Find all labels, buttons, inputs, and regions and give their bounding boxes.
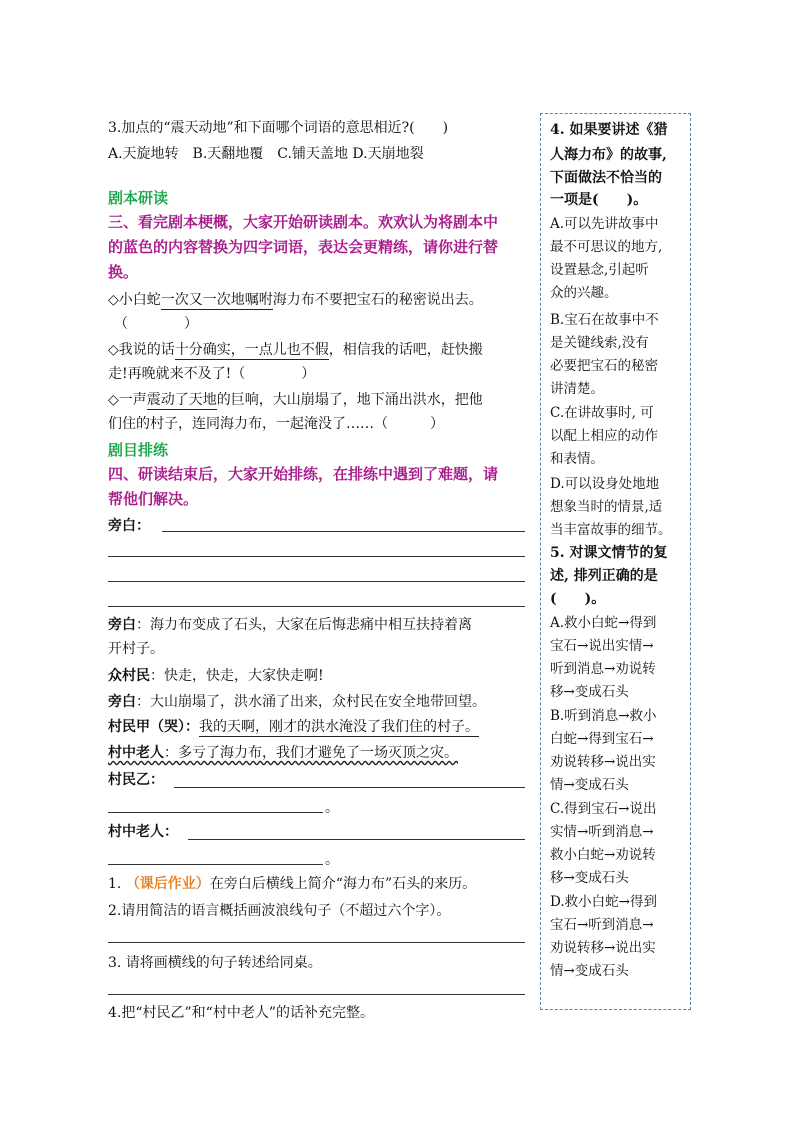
q5-option-d: D.救小白蛇→得到 bbox=[550, 894, 657, 910]
q5-option-b-3: 劝说转移→说出实 bbox=[550, 754, 656, 770]
q5-option-a-4: 移→变成石头 bbox=[550, 684, 629, 700]
elder-2-line bbox=[108, 822, 178, 842]
item-2-suffix: ，相信我的话吧，赶快搬 bbox=[328, 342, 483, 358]
q4-line-1: 4. 如果要讲述《猎 bbox=[550, 122, 668, 138]
villager-a-text: 我的天啊，刚才的洪水淹没了我们住的村子。 bbox=[199, 719, 479, 735]
item-3 bbox=[108, 390, 483, 410]
item-3-line-2[interactable]: 们住的村子，连同海力布，一起淹没了……（ ） bbox=[108, 416, 444, 432]
sub-question-1 bbox=[108, 874, 476, 894]
answer-line[interactable] bbox=[108, 994, 525, 995]
narrator-2-label: 旁白 bbox=[108, 617, 136, 633]
q4-option-d: D.可以设身处地地 bbox=[550, 476, 660, 492]
q5-line-1: 5. 对课文情节的复 bbox=[550, 545, 668, 561]
q5-option-c: C.得到宝石→说出 bbox=[550, 801, 657, 817]
villager-a-line bbox=[108, 717, 479, 737]
task-3-line-3: 换。 bbox=[108, 263, 139, 281]
item-1-prefix: ◇小白蛇 bbox=[108, 292, 161, 308]
item-2 bbox=[108, 340, 483, 360]
section-heading-script: 剧本研读 bbox=[108, 189, 169, 207]
q4-line-2: 人海力布》的故事, bbox=[550, 147, 667, 163]
q4-option-a-3: 设置悬念,引起听 bbox=[550, 262, 649, 278]
answer-line[interactable] bbox=[188, 839, 525, 840]
q4-line-4: 一项是( )。 bbox=[550, 192, 648, 208]
q5-option-c-4: 移→变成石头 bbox=[550, 870, 629, 886]
item-1-suffix: 海力布不要把宝石的秘密说出去。 bbox=[272, 292, 483, 308]
sub-question-2: 2.请用简洁的语言概括画波浪线句子（不超过六个字）。 bbox=[108, 903, 451, 919]
narrator-2-text: ：海力布变成了石头，大家在后悔悲痛中相互扶持着离 bbox=[136, 617, 472, 633]
q5-option-d-3: 劝说转移→说出实 bbox=[550, 940, 656, 956]
narrator-1 bbox=[108, 516, 150, 536]
answer-line[interactable] bbox=[162, 531, 525, 532]
q5-option-a-3: 听到消息→劝说转 bbox=[550, 661, 656, 677]
villager-a-label: 村民甲（哭）： bbox=[108, 719, 199, 735]
elder-text: ：多亏了海力布，我们才避免了一场灭顶之灾。 bbox=[164, 745, 458, 761]
q4-option-a-4: 众的兴趣。 bbox=[550, 285, 618, 301]
narrator-2-line-2: 开村子。 bbox=[108, 641, 164, 657]
q5-option-a-2: 宝石→说出实情→ bbox=[550, 638, 654, 654]
item-1-underlined: 一次又一次地嘱咐 bbox=[160, 292, 273, 308]
q5-option-d-2: 宝石→听到消息→ bbox=[550, 917, 654, 933]
villagers-line bbox=[108, 666, 324, 686]
answer-line[interactable] bbox=[174, 787, 525, 788]
section-heading-rehearse: 剧目排练 bbox=[108, 441, 169, 459]
item-3-suffix: 的巨响，大山崩塌了，地下涌出洪水，把他 bbox=[216, 392, 483, 408]
elder-2-label: 村中老人 bbox=[108, 824, 164, 840]
item-2-prefix: ◇我说的话 bbox=[108, 342, 175, 358]
q4-option-b-4: 讲清楚。 bbox=[550, 381, 604, 397]
task-4-line-2: 帮他们解决。 bbox=[108, 490, 199, 508]
item-3-prefix: ◇一声 bbox=[108, 392, 147, 408]
q5-option-b: B.听到消息→救小 bbox=[550, 708, 657, 724]
narrator-3-text: ：大山崩塌了，洪水涌了出来，众村民在安全地带回望。 bbox=[136, 694, 486, 710]
elder-2-colon: ： bbox=[164, 824, 178, 840]
q4-option-d-3: 当丰富故事的细节。 bbox=[550, 522, 672, 538]
villager-b-line bbox=[108, 770, 164, 790]
q5-line-3: ( )。 bbox=[550, 591, 606, 607]
q4-option-c: C.在讲故事时, 可 bbox=[550, 405, 654, 421]
period: 。 bbox=[325, 800, 339, 816]
item-2-underlined: 十分确实，一点儿也不假 bbox=[174, 342, 329, 358]
q4-option-a: A.可以先讲故事中 bbox=[550, 216, 659, 232]
answer-line[interactable] bbox=[108, 606, 525, 607]
q4-line-3: 下面做法不恰当的 bbox=[550, 170, 662, 186]
answer-line[interactable] bbox=[108, 942, 525, 943]
q5-option-c-2: 实情→听到消息→ bbox=[550, 824, 654, 840]
q5-line-2: 述, 排列正确的是 bbox=[550, 568, 658, 584]
homework-tag: （课后作业） bbox=[125, 876, 210, 892]
q5-option-a: A.救小白蛇→得到 bbox=[550, 615, 657, 631]
answer-line[interactable] bbox=[108, 556, 525, 557]
sub-1-text: 在旁白后横线上简介“海力布”石头的来历。 bbox=[209, 876, 477, 892]
question-3-options: A.天旋地转 B.天翻地覆 C.铺天盖地 D.天崩地裂 bbox=[108, 146, 424, 162]
villagers-label: 众村民 bbox=[108, 668, 150, 684]
sub-1-prefix: 1. bbox=[108, 876, 126, 892]
villagers-text: ：快走，快走，大家快走啊! bbox=[150, 668, 324, 684]
answer-line[interactable] bbox=[108, 812, 323, 813]
q5-option-c-3: 救小白蛇→劝说转 bbox=[550, 847, 656, 863]
task-4-line-1: 四、研读结束后，大家开始排练，在排练中遇到了难题，请 bbox=[108, 465, 499, 483]
q5-option-b-2: 白蛇→得到宝石→ bbox=[550, 731, 654, 747]
item-2-line-2[interactable]: 走!再晚就来不及了!（ ） bbox=[108, 366, 316, 382]
q5-option-d-4: 情→变成石头 bbox=[550, 963, 629, 979]
villager-b-colon: ： bbox=[150, 772, 164, 788]
narrator-3-label: 旁白 bbox=[108, 694, 136, 710]
q4-option-c-3: 和表情。 bbox=[550, 451, 604, 467]
elder-label: 村中老人 bbox=[108, 745, 164, 761]
q4-option-a-2: 最不可思议的地方, bbox=[550, 239, 663, 255]
answer-line[interactable] bbox=[108, 864, 323, 865]
item-1 bbox=[108, 290, 483, 310]
q4-option-d-2: 想象当时的情景,适 bbox=[550, 499, 663, 515]
item-3-underlined: 震动了天地 bbox=[146, 392, 217, 408]
q4-option-b-3: 必要把宝石的秘密 bbox=[550, 358, 658, 374]
sub-question-3: 3. 请将画横线的句子转述给同桌。 bbox=[108, 955, 322, 971]
villager-b-label: 村民乙 bbox=[108, 772, 150, 788]
narrator-3 bbox=[108, 692, 486, 712]
task-3-line-2: 的蓝色的内容替换为四字词语，表达会更精练，请你进行替 bbox=[108, 238, 499, 256]
q4-option-b: B.宝石在故事中不 bbox=[550, 312, 659, 328]
sub-question-4: 4.把“村民乙”和“村中老人”的话补充完整。 bbox=[108, 1005, 374, 1021]
item-1-blank[interactable]: （ ） bbox=[114, 316, 198, 332]
narrator-label: 旁白 bbox=[108, 518, 136, 534]
elder-line bbox=[108, 743, 458, 763]
task-3-line-1: 三、看完剧本梗概，大家开始研读剧本。欢欢认为将剧本中 bbox=[108, 213, 499, 231]
q4-option-c-2: 以配上相应的动作 bbox=[550, 428, 658, 444]
period-2: 。 bbox=[325, 852, 339, 868]
question-3: 3.加点的“震天动地”和下面哪个词语的意思相近?( ) bbox=[108, 120, 449, 136]
narrator-2 bbox=[108, 615, 472, 635]
answer-line[interactable] bbox=[108, 581, 525, 582]
q4-option-b-2: 是关键线索,没有 bbox=[550, 335, 649, 351]
narrator-colon: ： bbox=[136, 518, 150, 534]
q5-option-b-4: 情→变成石头 bbox=[550, 777, 629, 793]
